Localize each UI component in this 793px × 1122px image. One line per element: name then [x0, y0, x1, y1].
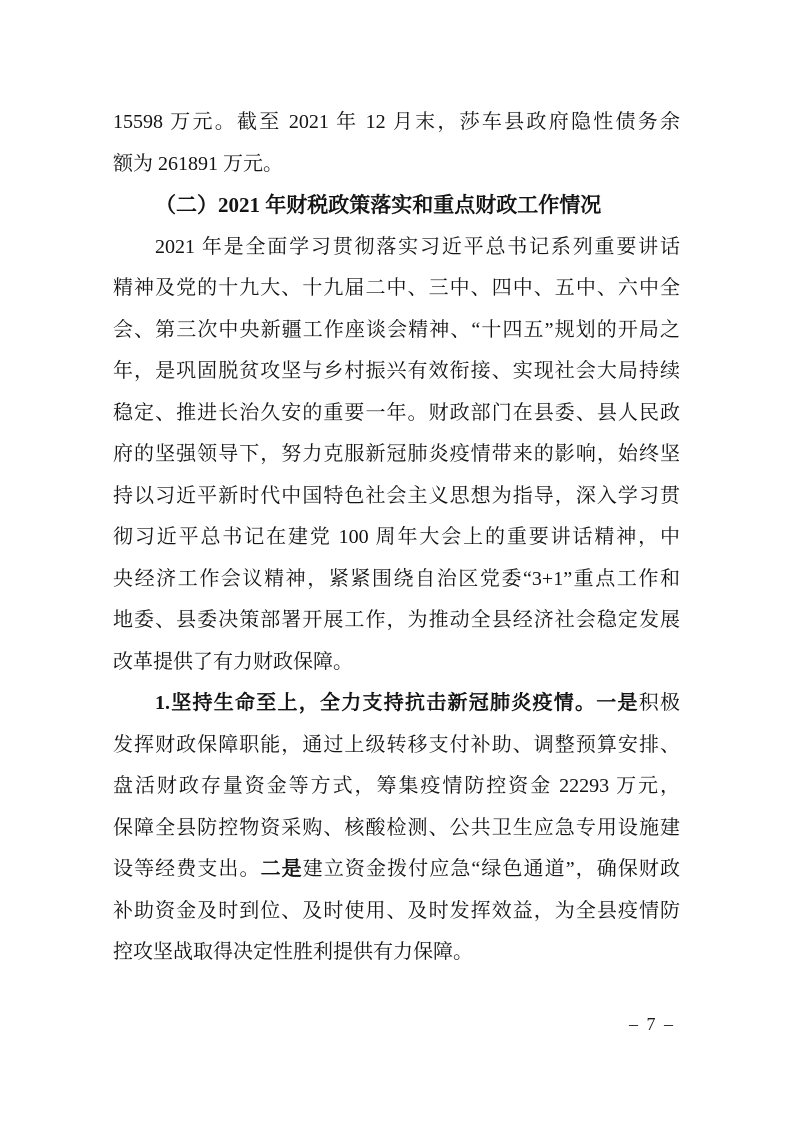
document-line [113, 517, 680, 559]
page-number: – 7 – [629, 1014, 675, 1034]
text-run: 1.坚持生命至上，全力支持抗击新冠肺炎疫情。一是 [155, 692, 639, 714]
document-line [113, 932, 680, 974]
document-line [113, 227, 680, 269]
document-line [113, 725, 680, 767]
text-run: 精神及党的十九大、十九届二中、三中、四中、五中、六中全 [113, 277, 680, 299]
document-line [113, 310, 680, 352]
text-run: 地委、县委决策部署开展工作，为推动全县经济社会稳定发展 [113, 609, 680, 631]
text-run: （二）2021 年财税政策落实和重点财政工作情况 [155, 193, 602, 217]
text-run: 积极 [638, 692, 680, 714]
text-run: 保障全县防控物资采购、核酸检测、公共卫生应急专用设施建 [113, 816, 680, 839]
document-line [113, 559, 680, 601]
text-run: 额为 261891 万元。 [113, 152, 283, 175]
text-run: 央经济工作会议精神，紧紧围绕自治区党委“3+1”重点工作和 [113, 567, 680, 590]
document-line [113, 766, 680, 808]
document-line [113, 393, 680, 435]
text-run: 补助资金及时到位、及时使用、及时发挥效益，为全县疫情防 [113, 899, 680, 922]
text-run: 彻习近平总书记在建党 100 周年大会上的重要讲话精神，中 [113, 526, 680, 548]
text-run: 持以习近平新时代中国特色社会主义思想为指导，深入学习贯 [113, 484, 680, 507]
document-text [113, 102, 680, 974]
text-run: 二是 [260, 858, 303, 880]
document-line [113, 102, 680, 144]
text-run: 发挥财政保障职能，通过上级转移支付补助、调整预算安排、 [113, 733, 680, 756]
document-line [113, 144, 680, 186]
text-run: 府的坚强领导下，努力克服新冠肺炎疫情带来的影响，始终坚 [113, 443, 680, 465]
text-run: 改革提供了有力财政保障。 [113, 650, 353, 673]
document-line [113, 434, 680, 476]
document-line [113, 642, 680, 684]
document-line [113, 476, 680, 518]
document-line [113, 683, 680, 725]
text-run: 控攻坚战取得决定性胜利提供有力保障。 [113, 941, 473, 963]
document-line [113, 849, 680, 891]
text-run: 会、第三次中央新疆工作座谈会精神、“十四五”规划的开局之 [113, 318, 680, 341]
text-run: 设等经费支出。 [113, 858, 261, 880]
text-run: 2021 年是全面学习贯彻落实习近平总书记系列重要讲话 [155, 235, 680, 258]
text-run: 建立资金拨付应急“绿色通道”，确保财政 [302, 858, 681, 880]
text-run: 稳定、推进长治久安的重要一年。财政部门在县委、县人民政 [113, 401, 680, 424]
document-line [113, 600, 680, 642]
text-run: 15598 万元。截至 2021 年 12 月末，莎车县政府隐性债务余 [113, 111, 680, 133]
text-run: 盘活财政存量资金等方式，筹集疫情防控资金 22293 万元， [113, 775, 680, 797]
document-line [113, 808, 680, 850]
text-run: 年，是巩固脱贫攻坚与乡村振兴有效衔接、实现社会大局持续 [113, 360, 680, 382]
document-line [113, 351, 680, 393]
document-line [113, 268, 680, 310]
document-line [113, 891, 680, 933]
section-heading [113, 185, 680, 227]
